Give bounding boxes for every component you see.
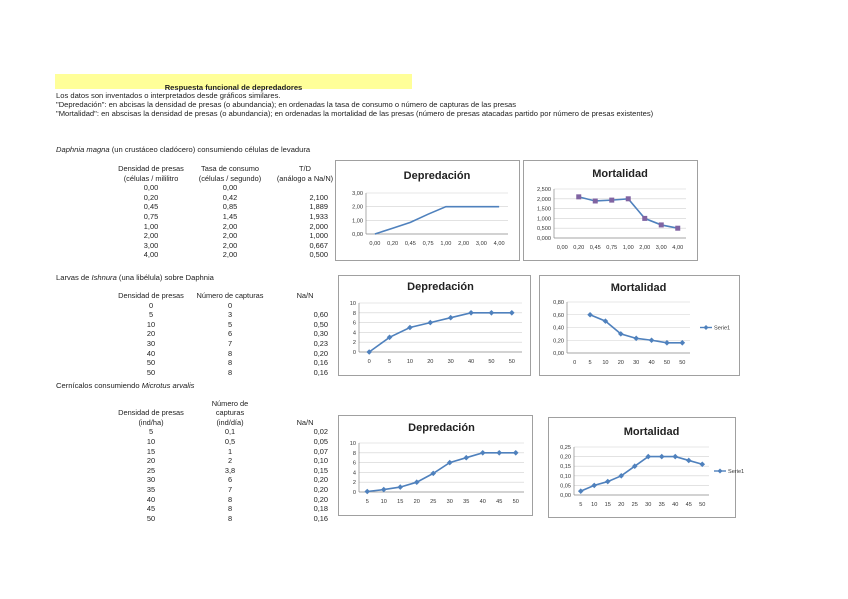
y-tick-label: 0,20 xyxy=(553,338,564,345)
table-cell: 1,000 xyxy=(309,231,328,241)
intro-line-3: "Mortalidad": en abscisas la densidad de presas (o abundancia); en ordenadas la mortalidad de las presas (número de presas atacadas partido por número de presas existentes) xyxy=(56,109,654,118)
y-tick-label: 0,20 xyxy=(560,454,571,461)
data-point xyxy=(609,198,614,203)
x-tick-label: 50 xyxy=(679,360,686,366)
table-cell: 4,00 xyxy=(143,250,159,260)
table-cell: 0,60 xyxy=(313,310,328,320)
legend-marker xyxy=(704,325,709,330)
data-point xyxy=(414,479,420,485)
table-cell: 8 xyxy=(227,494,233,504)
table-cell: 5 xyxy=(148,427,154,437)
x-tick-label: 35 xyxy=(658,502,665,508)
table-cell: 2,00 xyxy=(222,231,238,241)
table-cell: 0,02 xyxy=(313,427,328,437)
x-tick-label: 20 xyxy=(413,499,420,505)
x-tick-label: 1,00 xyxy=(622,245,634,251)
table-row xyxy=(112,339,340,349)
table-cell: 0,1 xyxy=(224,427,236,437)
table-cell: 0,16 xyxy=(313,358,328,368)
table-cell: 8 xyxy=(227,358,233,368)
data-point xyxy=(672,454,678,460)
x-tick-label: 50 xyxy=(508,359,515,365)
y-tick-label: 6 xyxy=(352,320,356,327)
y-tick-label: 0,00 xyxy=(553,351,564,357)
table-cell: 25 xyxy=(146,465,156,475)
table-row xyxy=(112,495,340,505)
table-cell: 0,20 xyxy=(143,192,159,202)
x-tick-label: 40 xyxy=(672,502,679,508)
table-cell: 5 xyxy=(148,310,154,320)
section-2-species: Ishnura xyxy=(91,273,117,282)
x-tick-label: 0,20 xyxy=(387,241,399,247)
x-tick-label: 5 xyxy=(588,360,592,366)
y-tick-label: 0,60 xyxy=(553,312,564,319)
data-point xyxy=(496,450,502,456)
chart-3-depredacion xyxy=(339,416,532,515)
x-tick-label: 15 xyxy=(397,499,404,505)
y-tick-label: 0,80 xyxy=(553,300,564,306)
chart-title: Mortalidad xyxy=(592,168,648,180)
table-cell xyxy=(270,301,340,311)
x-tick-label: 0 xyxy=(573,360,577,366)
table-cell: 1,889 xyxy=(309,202,328,212)
col-header: Na/N xyxy=(296,417,314,427)
table-cell: 0 xyxy=(227,300,233,310)
y-tick-label: 10 xyxy=(349,441,356,447)
x-tick-label: 0,75 xyxy=(422,241,434,247)
x-tick-label: 30 xyxy=(447,359,454,365)
table-row xyxy=(112,349,340,359)
table-cell: 1,933 xyxy=(309,211,328,221)
table-cell: 0,15 xyxy=(313,465,328,475)
table-cell: 0,00 xyxy=(222,183,238,193)
table-cell: 0,00 xyxy=(143,183,159,193)
y-tick-label: 1,000 xyxy=(537,216,551,223)
y-tick-label: 0,25 xyxy=(560,445,571,451)
x-tick-label: 50 xyxy=(512,499,519,505)
y-tick-label: 0,10 xyxy=(560,473,571,480)
chart-title: Depredación xyxy=(407,281,474,293)
y-tick-label: 0 xyxy=(352,490,356,496)
data-point xyxy=(659,454,665,460)
x-tick-label: 50 xyxy=(699,502,706,508)
y-tick-label: 4 xyxy=(352,470,356,477)
table-cell: 3,8 xyxy=(224,465,236,475)
table-row xyxy=(112,358,340,368)
table-cell: 3,00 xyxy=(143,240,159,250)
chart-1-depredacion xyxy=(336,161,519,260)
table-row xyxy=(112,514,340,524)
table-cell: 10 xyxy=(146,436,156,446)
y-tick-label: 0,000 xyxy=(537,236,551,242)
x-tick-label: 20 xyxy=(617,360,624,366)
table-cell: 2,00 xyxy=(222,240,238,250)
y-tick-label: 0 xyxy=(352,350,356,356)
data-point xyxy=(480,450,486,456)
x-tick-label: 2,00 xyxy=(458,241,470,247)
y-tick-label: 0,00 xyxy=(352,232,363,238)
col-header: Densidad de presas xyxy=(118,291,184,300)
col-header: Na/N xyxy=(296,291,314,300)
data-point xyxy=(591,483,597,489)
table-cell: 50 xyxy=(146,358,156,368)
table-cell: 30 xyxy=(146,475,156,485)
chart-2-depredacion xyxy=(339,276,530,375)
x-tick-label: 10 xyxy=(406,359,414,365)
table-cell: 6 xyxy=(227,475,233,485)
section-3-species: Microtus arvalis xyxy=(141,381,195,390)
data-point xyxy=(587,312,593,318)
table-cell: 0,20 xyxy=(313,484,328,494)
chart-3-mortalidad xyxy=(549,418,745,517)
table-cell: 2 xyxy=(227,456,233,466)
y-tick-label: 1,00 xyxy=(352,218,363,225)
table-cell xyxy=(270,183,340,193)
x-tick-label: 1,00 xyxy=(440,241,452,247)
x-tick-label: 0,20 xyxy=(573,245,585,251)
title-banner xyxy=(55,74,412,92)
table-cell: 1 xyxy=(227,446,233,456)
page-title: Respuesta funcional de depredadores xyxy=(164,83,303,92)
data-point xyxy=(664,340,670,346)
y-tick-label: 1,500 xyxy=(537,206,551,213)
legend-label: Serie1 xyxy=(714,325,731,332)
table-row xyxy=(112,241,340,251)
x-tick-label: 50 xyxy=(663,360,671,366)
col-header: Número de capturas (ind/día) xyxy=(211,398,249,427)
table-cell: 0,23 xyxy=(313,338,328,348)
y-tick-label: 10 xyxy=(349,301,356,307)
x-tick-label: 0,75 xyxy=(606,245,618,251)
x-tick-label: 30 xyxy=(645,502,652,508)
table-cell: 45 xyxy=(146,504,156,514)
table-cell: 50 xyxy=(146,513,156,523)
x-tick-label: 20 xyxy=(618,502,625,508)
data-point xyxy=(381,487,387,493)
table-cell: 0,10 xyxy=(313,456,328,466)
data-point xyxy=(448,315,454,321)
table-row xyxy=(112,466,340,476)
section-2-title: Larvas de Ishnura (una libélula) sobre Daphnia xyxy=(56,273,214,282)
col-header: Número de capturas xyxy=(196,291,264,300)
data-point xyxy=(605,479,611,485)
table-cell: 0,42 xyxy=(222,192,238,202)
table-row xyxy=(112,368,340,378)
table-cell: 8 xyxy=(227,367,233,377)
data-point xyxy=(407,325,413,331)
y-tick-label: 6 xyxy=(352,460,356,467)
y-tick-label: 2 xyxy=(352,340,356,347)
section-1-species: Daphnia magna xyxy=(56,145,110,154)
chart-title: Depredación xyxy=(403,170,471,182)
col-header: T/D (análogo a Na/N) xyxy=(276,164,334,183)
y-tick-label: 2,000 xyxy=(537,196,551,203)
table-row xyxy=(112,485,340,495)
data-point xyxy=(397,484,403,490)
table-row xyxy=(112,320,340,330)
x-tick-label: 30 xyxy=(446,499,453,505)
x-tick-label: 10 xyxy=(591,502,598,508)
x-tick-label: 10 xyxy=(602,360,609,366)
x-tick-label: 5 xyxy=(365,499,369,505)
chart-title: Mortalidad xyxy=(610,282,667,294)
y-tick-label: 2,00 xyxy=(352,204,363,211)
x-tick-label: 35 xyxy=(463,499,470,505)
table-cell: 0,20 xyxy=(313,348,328,358)
x-tick-label: 20 xyxy=(427,359,434,365)
section-1-title-rest: (un crustáceo cladócero) consumiendo células de levadura xyxy=(109,145,311,154)
x-tick-label: 40 xyxy=(467,359,475,365)
table-row xyxy=(112,183,340,193)
x-tick-label: 45 xyxy=(496,499,503,505)
table-cell: 0,20 xyxy=(313,475,328,485)
table-cell: 1,45 xyxy=(222,211,238,221)
table-cell: 0,16 xyxy=(313,513,328,523)
x-tick-label: 30 xyxy=(633,360,640,366)
table-cell: 2,00 xyxy=(222,221,238,231)
table-row xyxy=(112,222,340,232)
table-cell: 0,500 xyxy=(309,250,328,260)
table-row xyxy=(112,329,340,339)
col-header: Tasa de consumo (células / segundo) xyxy=(198,164,262,183)
x-tick-label: 45 xyxy=(685,502,692,508)
data-point xyxy=(626,196,631,201)
series-line xyxy=(581,457,703,492)
y-tick-label: 8 xyxy=(352,450,356,457)
table-row xyxy=(112,427,340,437)
y-tick-label: 2 xyxy=(352,480,356,487)
table-cell: 2,00 xyxy=(222,250,238,260)
y-tick-label: 0,00 xyxy=(560,493,571,499)
y-tick-label: 0,15 xyxy=(560,464,571,471)
x-tick-label: 3,00 xyxy=(475,241,487,247)
table-row xyxy=(112,456,340,466)
table-cell: 40 xyxy=(146,348,156,358)
table-cell: 40 xyxy=(146,494,156,504)
legend-marker xyxy=(718,469,723,474)
section-2-rows xyxy=(112,301,340,378)
table-cell: 20 xyxy=(146,329,156,339)
table-row xyxy=(112,212,340,222)
table-cell: 0,16 xyxy=(313,367,328,377)
chart-box xyxy=(539,275,740,376)
x-tick-label: 15 xyxy=(604,502,611,508)
data-point xyxy=(513,450,519,456)
chart-box xyxy=(338,275,531,376)
chart-box xyxy=(523,160,698,261)
x-tick-label: 50 xyxy=(488,359,495,365)
table-cell: 0,50 xyxy=(313,319,328,329)
table-row xyxy=(112,301,340,311)
data-point xyxy=(659,222,664,227)
table-row xyxy=(112,202,340,212)
section-1-title xyxy=(56,145,310,154)
x-tick-label: 4,00 xyxy=(493,241,505,247)
table-cell: 0,18 xyxy=(313,504,328,514)
table-cell: 0,5 xyxy=(224,436,236,446)
table-cell: 0,85 xyxy=(222,202,238,212)
y-tick-label: 4 xyxy=(352,330,356,337)
x-tick-label: 0 xyxy=(367,359,371,365)
data-point xyxy=(463,455,469,461)
section-3-rows xyxy=(112,427,340,523)
section-3-title: Cernícalos consumiendo Microtus arvalis xyxy=(56,381,195,390)
data-point xyxy=(593,198,598,203)
chart-box xyxy=(548,417,745,518)
data-point xyxy=(364,489,370,495)
chart-2-mortalidad xyxy=(540,276,739,375)
table-row xyxy=(112,310,340,320)
table-cell: 7 xyxy=(227,484,233,494)
table-cell: 10 xyxy=(146,319,156,329)
table-row xyxy=(112,504,340,514)
data-point xyxy=(686,458,692,464)
x-tick-label: 40 xyxy=(648,360,655,366)
x-tick-label: 0,45 xyxy=(589,245,601,251)
table-cell: 0,20 xyxy=(313,494,328,504)
y-tick-label: 0,05 xyxy=(560,483,571,490)
x-tick-label: 5 xyxy=(579,502,583,508)
x-tick-label: 40 xyxy=(479,499,486,505)
data-point xyxy=(509,310,515,316)
y-tick-label: 2,500 xyxy=(537,187,551,193)
table-cell: 8 xyxy=(227,348,233,358)
data-point xyxy=(489,310,495,316)
table-row xyxy=(112,193,340,203)
table-cell: 30 xyxy=(146,338,156,348)
x-tick-label: 25 xyxy=(430,499,437,505)
chart-title: Depredación xyxy=(408,422,475,434)
data-point xyxy=(642,216,647,221)
x-tick-label: 3,00 xyxy=(655,245,667,251)
table-row xyxy=(112,475,340,485)
x-tick-label: 4,00 xyxy=(672,245,684,251)
table-cell: 2,000 xyxy=(309,221,328,231)
table-cell: 35 xyxy=(146,484,156,494)
data-point xyxy=(675,226,680,231)
table-cell: 0,30 xyxy=(313,329,328,339)
data-point xyxy=(468,310,474,316)
table-cell: 0,07 xyxy=(313,446,328,456)
chart-title: Mortalidad xyxy=(623,426,680,438)
y-tick-label: 0,500 xyxy=(537,226,551,233)
table-cell: 2,00 xyxy=(143,231,159,241)
section-1-table xyxy=(112,164,340,260)
x-tick-label: 0,00 xyxy=(556,245,568,251)
table-cell: 6 xyxy=(227,329,233,339)
section-1-rows xyxy=(112,183,340,260)
table-cell: 0,75 xyxy=(143,211,159,221)
table-cell: 2,100 xyxy=(309,192,328,202)
table-row xyxy=(112,447,340,457)
section-2-table xyxy=(112,291,340,377)
x-tick-label: 10 xyxy=(380,499,387,505)
legend-label: Serie1 xyxy=(728,469,745,475)
intro-line-2: "Depredación": en abcisas la densidad de presas (o abundancia); en ordenadas la tasa de consumo o número de capturas de las presas xyxy=(56,100,517,109)
chart-1-mortalidad xyxy=(524,161,697,260)
x-tick-label: 25 xyxy=(631,502,638,508)
data-point xyxy=(680,340,686,346)
y-tick-label: 0,40 xyxy=(553,325,564,332)
section-3-table xyxy=(112,389,340,523)
col-header: Densidad de presas (ind/ha) xyxy=(118,408,184,427)
y-tick-label: 3,00 xyxy=(352,191,363,197)
table-cell: 0 xyxy=(148,300,154,310)
table-cell: 15 xyxy=(146,446,156,456)
col-header: Densidad de presas (células / mililitro xyxy=(118,164,184,183)
x-tick-label: 0,00 xyxy=(369,241,381,247)
data-point xyxy=(576,194,581,199)
chart-box xyxy=(335,160,520,261)
table-cell: 50 xyxy=(146,367,156,377)
x-tick-label: 2,00 xyxy=(639,245,651,251)
table-cell: 0,45 xyxy=(143,202,159,212)
table-cell: 0,05 xyxy=(313,436,328,446)
table-cell: 0,667 xyxy=(309,240,328,250)
intro-line-1: Los datos son inventados o interpretados desde gráficos similares. xyxy=(56,91,281,100)
y-tick-label: 8 xyxy=(352,310,356,317)
data-point xyxy=(649,337,655,343)
x-tick-label: 5 xyxy=(388,359,392,365)
table-cell: 1,00 xyxy=(143,221,159,231)
x-tick-label: 0,45 xyxy=(404,241,416,247)
data-point xyxy=(578,488,584,494)
table-cell: 20 xyxy=(146,456,156,466)
table-row xyxy=(112,437,340,447)
table-cell: 3 xyxy=(227,310,233,320)
table-cell: 8 xyxy=(227,513,233,523)
chart-box xyxy=(338,415,533,516)
table-row xyxy=(112,231,340,241)
table-row xyxy=(112,250,340,260)
table-cell: 8 xyxy=(227,504,233,514)
table-cell: 5 xyxy=(227,319,233,329)
table-cell: 7 xyxy=(227,338,233,348)
data-point xyxy=(428,320,434,326)
